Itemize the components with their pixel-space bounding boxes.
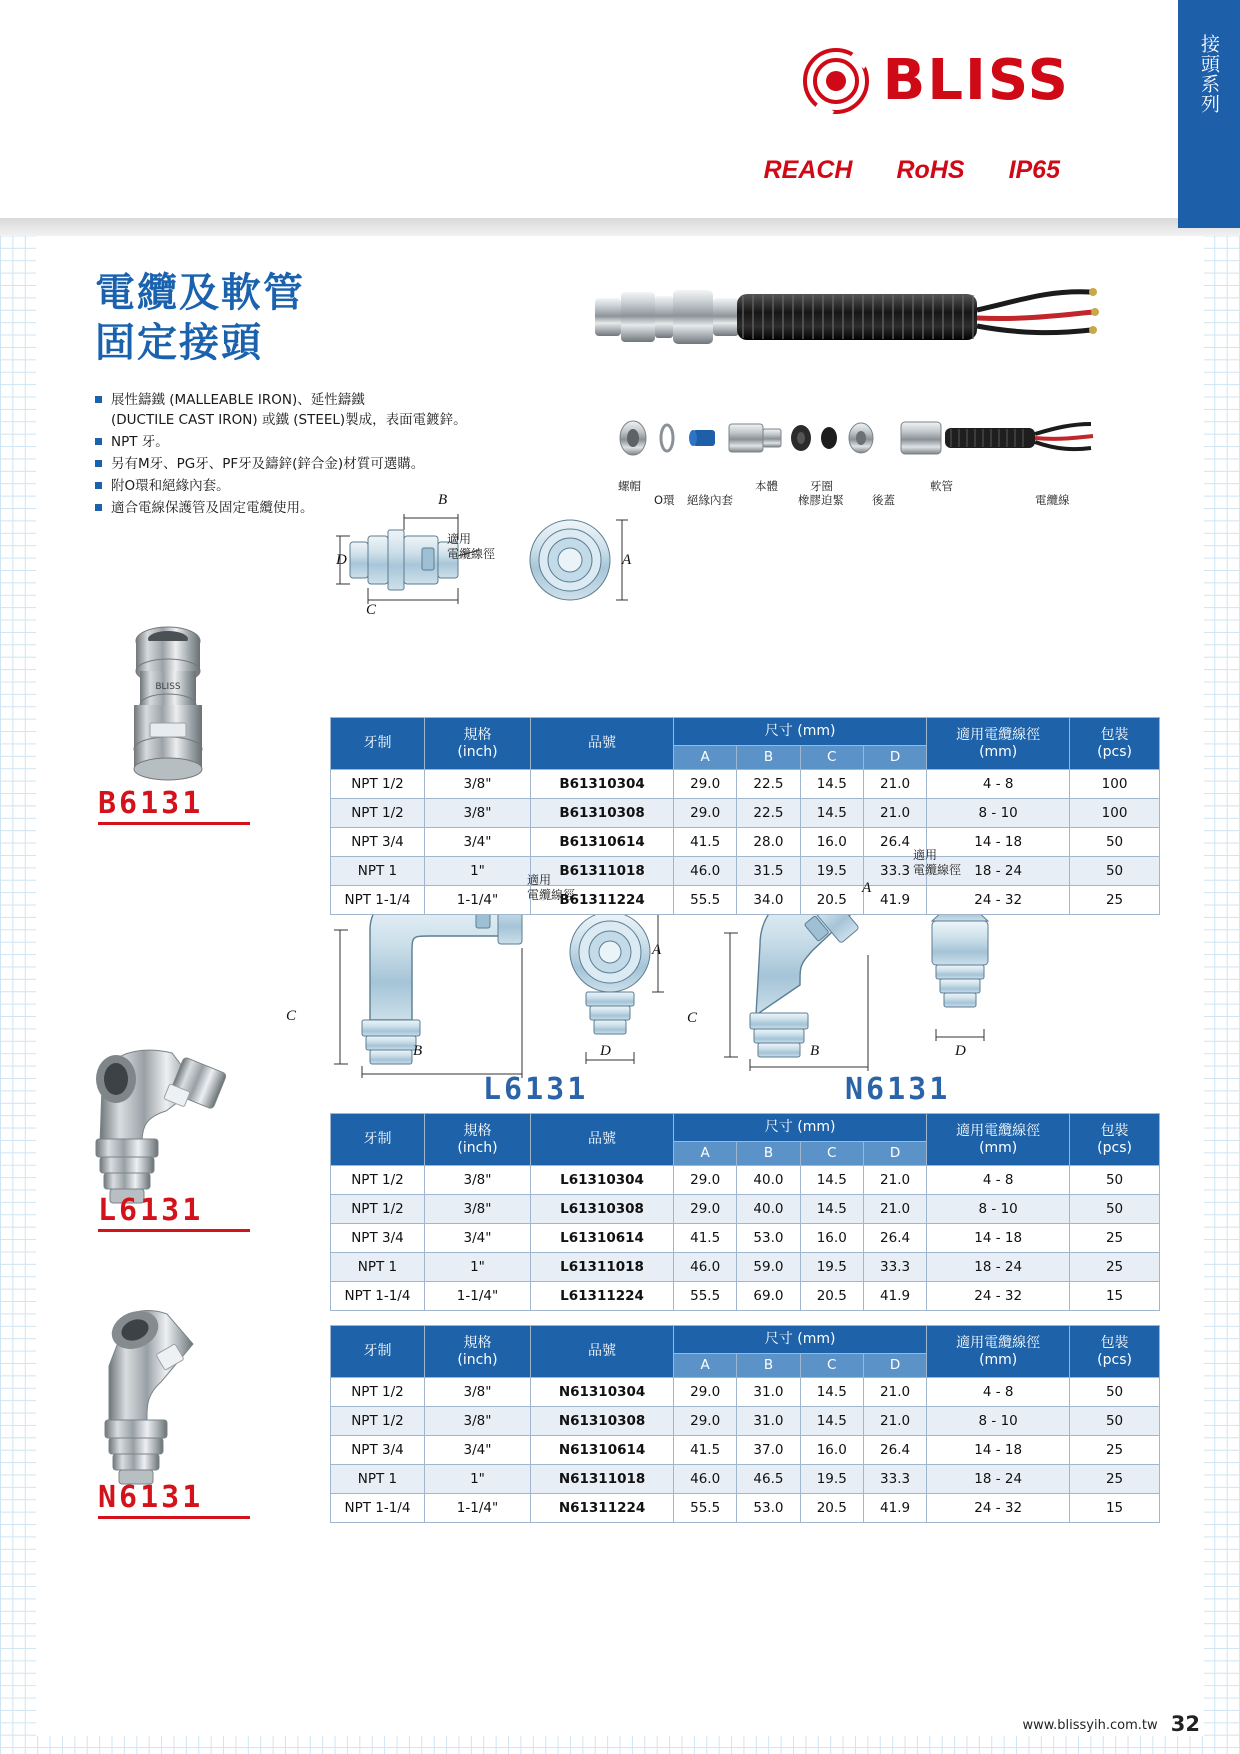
cell-dim-d: 21.0 (863, 1166, 926, 1195)
cell-pack: 25 (1070, 1224, 1160, 1253)
cell-partno: N61311224 (531, 1494, 674, 1523)
th-dim-c: C (800, 1354, 863, 1378)
table-row (331, 1378, 1160, 1407)
header-gray-strip (0, 218, 1240, 236)
cell-spec: 1-1/4" (424, 886, 530, 915)
cell-partno: B61310614 (531, 828, 674, 857)
dim-letter-a-n: A (862, 880, 872, 896)
cell-thread: NPT 1 (331, 1253, 425, 1282)
spec-table-b6131 (330, 717, 1160, 915)
th-dim-a: A (674, 1354, 737, 1378)
cell-dim-a: 55.5 (674, 1282, 737, 1311)
brand-logo (803, 48, 1070, 114)
cell-partno: B61310304 (531, 770, 674, 799)
cell-thread: NPT 1 (331, 1465, 425, 1494)
cell-partno: B61311224 (531, 886, 674, 915)
series-label-l6131: L6131 (98, 1193, 204, 1228)
table-row (331, 1494, 1160, 1523)
table-row (331, 857, 1160, 886)
cell-dim-a: 29.0 (674, 770, 737, 799)
th-spec (424, 1114, 530, 1166)
cell-dim-b: 22.5 (737, 799, 800, 828)
cable-dia-line1: 適用 (913, 848, 938, 862)
table-row (331, 1407, 1160, 1436)
cell-dim-d: 41.9 (863, 886, 926, 915)
th-dim-d: D (863, 746, 926, 770)
cell-spec: 3/8" (424, 1378, 530, 1407)
spec-table-n6131 (330, 1325, 1160, 1523)
side-tab-series (1178, 0, 1240, 228)
cell-partno: N61310304 (531, 1378, 674, 1407)
cell-dim-d: 33.3 (863, 1465, 926, 1494)
cell-dim-c: 14.5 (800, 799, 863, 828)
th-spec-text: 規格 (463, 1334, 492, 1351)
table-row (331, 1465, 1160, 1494)
bullet-item (95, 390, 515, 430)
series-underline-l6131 (98, 1229, 250, 1232)
th-spec-unit: (inch) (457, 1139, 498, 1156)
cell-partno: L61311018 (531, 1253, 674, 1282)
cell-dim-c: 20.5 (800, 886, 863, 915)
cell-dim-a: 41.5 (674, 828, 737, 857)
cell-thread: NPT 1/2 (331, 1378, 425, 1407)
cell-cable: 4 - 8 (927, 1166, 1070, 1195)
part-label-conduit: 軟管 (930, 479, 953, 493)
cable-dia-line1: 適用 (527, 873, 552, 887)
cell-dim-b: 46.5 (737, 1465, 800, 1494)
part-label-body: 本體 (755, 479, 778, 493)
cell-dim-d: 21.0 (863, 799, 926, 828)
cell-dim-b: 31.0 (737, 1378, 800, 1407)
cell-dim-a: 55.5 (674, 886, 737, 915)
part-label-oring: O環 (654, 493, 675, 507)
table-row (331, 886, 1160, 915)
table-row (331, 1224, 1160, 1253)
dim-letter-c-n: C (687, 1010, 698, 1026)
th-partno: 品號 (531, 1326, 674, 1378)
th-dim-b: B (737, 1142, 800, 1166)
cell-pack: 100 (1070, 799, 1160, 828)
cell-dim-d: 26.4 (863, 1224, 926, 1253)
cell-dim-c: 14.5 (800, 1378, 863, 1407)
cell-dim-c: 19.5 (800, 1253, 863, 1282)
cell-partno: N61310614 (531, 1436, 674, 1465)
cell-spec: 3/8" (424, 770, 530, 799)
table-row (331, 1166, 1160, 1195)
th-spec (424, 718, 530, 770)
cell-cable: 14 - 18 (927, 828, 1070, 857)
cell-cable: 24 - 32 (927, 886, 1070, 915)
cell-spec: 3/8" (424, 1407, 530, 1436)
cell-dim-c: 19.5 (800, 1465, 863, 1494)
cell-dim-b: 40.0 (737, 1166, 800, 1195)
cell-dim-c: 14.5 (800, 1166, 863, 1195)
cell-dim-a: 46.0 (674, 1253, 737, 1282)
cell-thread: NPT 3/4 (331, 1224, 425, 1253)
cell-dim-b: 28.0 (737, 828, 800, 857)
cell-dim-a: 55.5 (674, 1494, 737, 1523)
th-dims: 尺寸 (mm) (674, 718, 927, 746)
cell-pack: 25 (1070, 1465, 1160, 1494)
cell-dim-c: 14.5 (800, 1407, 863, 1436)
cell-cable: 4 - 8 (927, 1378, 1070, 1407)
cell-dim-a: 29.0 (674, 1378, 737, 1407)
cell-spec: 3/8" (424, 1166, 530, 1195)
cell-cable: 8 - 10 (927, 1407, 1070, 1436)
cell-thread: NPT 3/4 (331, 828, 425, 857)
th-cable-unit: (mm) (979, 743, 1018, 760)
page-footer (1022, 1712, 1200, 1736)
th-spec-text: 規格 (463, 1122, 492, 1139)
assembled-product-photo (585, 272, 1105, 362)
cert-rohs: RoHS (896, 156, 965, 184)
side-tab-label: 接頭系列 (1198, 34, 1220, 114)
table-row (331, 1195, 1160, 1224)
cell-dim-b: 69.0 (737, 1282, 800, 1311)
th-packing (1070, 1326, 1160, 1378)
cell-pack: 50 (1070, 1166, 1160, 1195)
part-label-nut: 螺帽 (618, 479, 641, 493)
dim-letter-b-l: B (413, 1043, 423, 1059)
cell-pack: 50 (1070, 1407, 1160, 1436)
cable-dia-line1: 適用 (447, 532, 472, 546)
th-thread: 牙制 (331, 1326, 425, 1378)
cell-cable: 8 - 10 (927, 1195, 1070, 1224)
cell-thread: NPT 1/2 (331, 799, 425, 828)
cell-cable: 14 - 18 (927, 1436, 1070, 1465)
cell-dim-c: 16.0 (800, 828, 863, 857)
th-packing-text: 包裝 (1100, 726, 1129, 743)
th-cable-text: 適用電纜線徑 (956, 1122, 1041, 1139)
th-packing-unit: (pcs) (1097, 1351, 1132, 1368)
table-row (331, 1282, 1160, 1311)
cell-dim-d: 26.4 (863, 828, 926, 857)
cell-partno: B61311018 (531, 857, 674, 886)
cell-dim-a: 29.0 (674, 1166, 737, 1195)
spec-table-l6131 (330, 1113, 1160, 1311)
table-row (331, 799, 1160, 828)
th-packing-text: 包裝 (1100, 1334, 1129, 1351)
th-thread: 牙制 (331, 1114, 425, 1166)
table-row (331, 1436, 1160, 1465)
cell-spec: 3/4" (424, 1436, 530, 1465)
cell-thread: NPT 1 (331, 857, 425, 886)
cable-dia-line2: 電纜線徑 (447, 547, 496, 561)
cable-dia-note-n6131 (913, 848, 961, 878)
cell-dim-a: 46.0 (674, 1465, 737, 1494)
page-header (0, 0, 1240, 228)
page-title-line1: 電纜及軟管 (95, 270, 305, 316)
cell-dim-d: 21.0 (863, 770, 926, 799)
feature-bullet-list (95, 390, 515, 520)
cell-pack: 25 (1070, 1253, 1160, 1282)
th-cable (927, 1114, 1070, 1166)
cable-dia-line2: 電纜線徑 (527, 888, 576, 902)
th-spec-text: 規格 (463, 726, 492, 743)
th-dim-a: A (674, 1142, 737, 1166)
part-label-gasket: 橡膠迫緊 (798, 493, 844, 507)
dim-letter-a: A (622, 552, 632, 568)
part-label-backcap: 後蓋 (872, 493, 895, 507)
cell-pack: 25 (1070, 1436, 1160, 1465)
cell-dim-a: 41.5 (674, 1436, 737, 1465)
cell-dim-b: 37.0 (737, 1436, 800, 1465)
dim-letter-a-l: A (652, 942, 662, 958)
cell-dim-b: 31.5 (737, 857, 800, 886)
cell-dim-c: 20.5 (800, 1494, 863, 1523)
cell-thread: NPT 1-1/4 (331, 1494, 425, 1523)
cable-dia-line2: 電纜線徑 (913, 863, 962, 877)
th-dim-c: C (800, 746, 863, 770)
page-title-line2: 固定接頭 (95, 320, 263, 366)
cell-dim-c: 16.0 (800, 1436, 863, 1465)
part-label-cable: 電纜線 (1035, 493, 1070, 507)
cell-partno: L61311224 (531, 1282, 674, 1311)
th-cable-text: 適用電纜線徑 (956, 1334, 1041, 1351)
cell-dim-d: 21.0 (863, 1195, 926, 1224)
series-label-l6131-drawing: L6131 (483, 1072, 589, 1107)
table-row (331, 1253, 1160, 1282)
cable-dia-note-l6131 (527, 873, 575, 903)
th-packing-unit: (pcs) (1097, 1139, 1132, 1156)
cell-dim-b: 22.5 (737, 770, 800, 799)
cell-partno: L61310308 (531, 1195, 674, 1224)
bullet-item: 適合電線保護管及固定電纜使用。 (95, 498, 515, 518)
th-dim-b: B (737, 1354, 800, 1378)
cell-cable: 4 - 8 (927, 770, 1070, 799)
cell-spec: 3/4" (424, 1224, 530, 1253)
cell-partno: N61311018 (531, 1465, 674, 1494)
cell-cable: 24 - 32 (927, 1282, 1070, 1311)
bullet-item: NPT 牙。 (95, 432, 515, 452)
cell-partno: N61310308 (531, 1407, 674, 1436)
cert-reach: REACH (763, 156, 853, 184)
series-underline-b6131 (98, 822, 250, 825)
series-label-n6131-drawing: N6131 (845, 1072, 951, 1107)
cell-dim-a: 29.0 (674, 1195, 737, 1224)
th-partno: 品號 (531, 718, 674, 770)
dim-letter-d-l: D (600, 1043, 611, 1059)
th-dim-b: B (737, 746, 800, 770)
cell-dim-c: 14.5 (800, 1195, 863, 1224)
cell-dim-d: 21.0 (863, 1378, 926, 1407)
series-label-n6131: N6131 (98, 1480, 204, 1515)
l6131-product-photo (80, 1035, 260, 1215)
cell-thread: NPT 1-1/4 (331, 886, 425, 915)
th-packing (1070, 718, 1160, 770)
table-header-row (331, 1114, 1160, 1142)
cell-dim-d: 41.9 (863, 1282, 926, 1311)
cell-pack: 25 (1070, 886, 1160, 915)
cell-spec: 3/8" (424, 799, 530, 828)
svg-text:BLISS: BLISS (155, 682, 181, 692)
cell-thread: NPT 1/2 (331, 1195, 425, 1224)
cell-pack: 100 (1070, 770, 1160, 799)
cell-thread: NPT 1/2 (331, 770, 425, 799)
bullet-item: 另有M牙、PG牙、PF牙及鑄鋅(鋅合金)材質可選購。 (95, 454, 515, 474)
th-cable-unit: (mm) (979, 1351, 1018, 1368)
dim-letter-d-n: D (955, 1043, 966, 1059)
table-header-row (331, 718, 1160, 746)
dim-letter-b: B (438, 492, 448, 508)
cell-dim-b: 59.0 (737, 1253, 800, 1282)
cell-pack: 50 (1070, 857, 1160, 886)
cell-pack: 15 (1070, 1282, 1160, 1311)
bullet-text-cont: (DUCTILE CAST IRON) 或鐵 (STEEL)製成，表面電鍍鋅。 (111, 412, 467, 428)
cell-dim-d: 21.0 (863, 1407, 926, 1436)
cell-cable: 8 - 10 (927, 799, 1070, 828)
cell-spec: 1-1/4" (424, 1282, 530, 1311)
th-dims: 尺寸 (mm) (674, 1114, 927, 1142)
cell-spec: 3/8" (424, 1195, 530, 1224)
cell-dim-a: 29.0 (674, 799, 737, 828)
cell-pack: 15 (1070, 1494, 1160, 1523)
th-dims: 尺寸 (mm) (674, 1326, 927, 1354)
th-thread: 牙制 (331, 718, 425, 770)
th-dim-c: C (800, 1142, 863, 1166)
cell-thread: NPT 3/4 (331, 1436, 425, 1465)
table-row (331, 828, 1160, 857)
b6131-product-photo (110, 615, 230, 785)
brand-name: BLISS (882, 48, 1070, 113)
th-cable (927, 718, 1070, 770)
cell-cable: 18 - 24 (927, 1253, 1070, 1282)
cell-thread: NPT 1/2 (331, 1407, 425, 1436)
cell-cable: 24 - 32 (927, 1494, 1070, 1523)
cell-dim-b: 40.0 (737, 1195, 800, 1224)
cell-dim-b: 53.0 (737, 1224, 800, 1253)
cell-dim-a: 29.0 (674, 1407, 737, 1436)
th-dim-d: D (863, 1354, 926, 1378)
cell-spec: 1" (424, 1465, 530, 1494)
cell-partno: B61310308 (531, 799, 674, 828)
cell-partno: L61310304 (531, 1166, 674, 1195)
cell-dim-a: 41.5 (674, 1224, 737, 1253)
th-spec-unit: (inch) (457, 1351, 498, 1368)
cell-dim-d: 33.3 (863, 857, 926, 886)
th-spec (424, 1326, 530, 1378)
table-header-row (331, 1326, 1160, 1354)
dim-letter-d: D (336, 552, 347, 568)
th-spec-unit: (inch) (457, 743, 498, 760)
cell-dim-b: 53.0 (737, 1494, 800, 1523)
cell-pack: 50 (1070, 828, 1160, 857)
dim-letter-c-l: C (286, 1008, 297, 1024)
th-cable (927, 1326, 1070, 1378)
cell-cable: 14 - 18 (927, 1224, 1070, 1253)
cell-dim-a: 46.0 (674, 857, 737, 886)
table-row (331, 770, 1160, 799)
cell-cable: 18 - 24 (927, 857, 1070, 886)
cell-dim-b: 31.0 (737, 1407, 800, 1436)
dim-letter-b-n: B (810, 1043, 820, 1059)
dim-letter-c: C (366, 602, 377, 618)
cable-dia-note-b6131 (447, 532, 495, 562)
cell-partno: L61310614 (531, 1224, 674, 1253)
bullet-item: 附O環和絕緣內套。 (95, 476, 515, 496)
th-cable-text: 適用電纜線徑 (956, 726, 1041, 743)
cell-dim-c: 14.5 (800, 770, 863, 799)
cell-cable: 18 - 24 (927, 1465, 1070, 1494)
cell-thread: NPT 1/2 (331, 1166, 425, 1195)
bliss-target-logo-icon (803, 48, 869, 114)
certification-row (764, 156, 1060, 185)
th-packing (1070, 1114, 1160, 1166)
cell-dim-d: 33.3 (863, 1253, 926, 1282)
cell-dim-c: 16.0 (800, 1224, 863, 1253)
cell-dim-b: 34.0 (737, 886, 800, 915)
exploded-parts-diagram (615, 408, 1095, 468)
cell-pack: 50 (1070, 1378, 1160, 1407)
n6131-product-photo (85, 1300, 260, 1500)
cell-dim-d: 26.4 (863, 1436, 926, 1465)
cell-thread: NPT 1-1/4 (331, 1282, 425, 1311)
cert-ip65: IP65 (1008, 156, 1060, 184)
bullet-text: 展性鑄鐵 (MALLEABLE IRON)、延性鑄鐵 (111, 392, 365, 408)
cell-dim-c: 20.5 (800, 1282, 863, 1311)
th-packing-unit: (pcs) (1097, 743, 1132, 760)
th-dim-d: D (863, 1142, 926, 1166)
page-number: 32 (1170, 1712, 1200, 1736)
th-dim-a: A (674, 746, 737, 770)
th-cable-unit: (mm) (979, 1139, 1018, 1156)
th-packing-text: 包裝 (1100, 1122, 1129, 1139)
cell-spec: 1-1/4" (424, 1494, 530, 1523)
cell-dim-d: 41.9 (863, 1494, 926, 1523)
cell-pack: 50 (1070, 1195, 1160, 1224)
series-label-b6131: B6131 (98, 786, 204, 821)
cell-spec: 1" (424, 857, 530, 886)
footer-website: www.blissyih.com.tw (1022, 1718, 1158, 1733)
th-partno: 品號 (531, 1114, 674, 1166)
cell-spec: 3/4" (424, 828, 530, 857)
cell-dim-c: 19.5 (800, 857, 863, 886)
series-underline-n6131 (98, 1516, 250, 1519)
cell-spec: 1" (424, 1253, 530, 1282)
page-title (95, 268, 305, 368)
part-label-insulator: 絕緣內套 (687, 493, 733, 507)
part-label-ring: 牙圈 (810, 479, 833, 493)
